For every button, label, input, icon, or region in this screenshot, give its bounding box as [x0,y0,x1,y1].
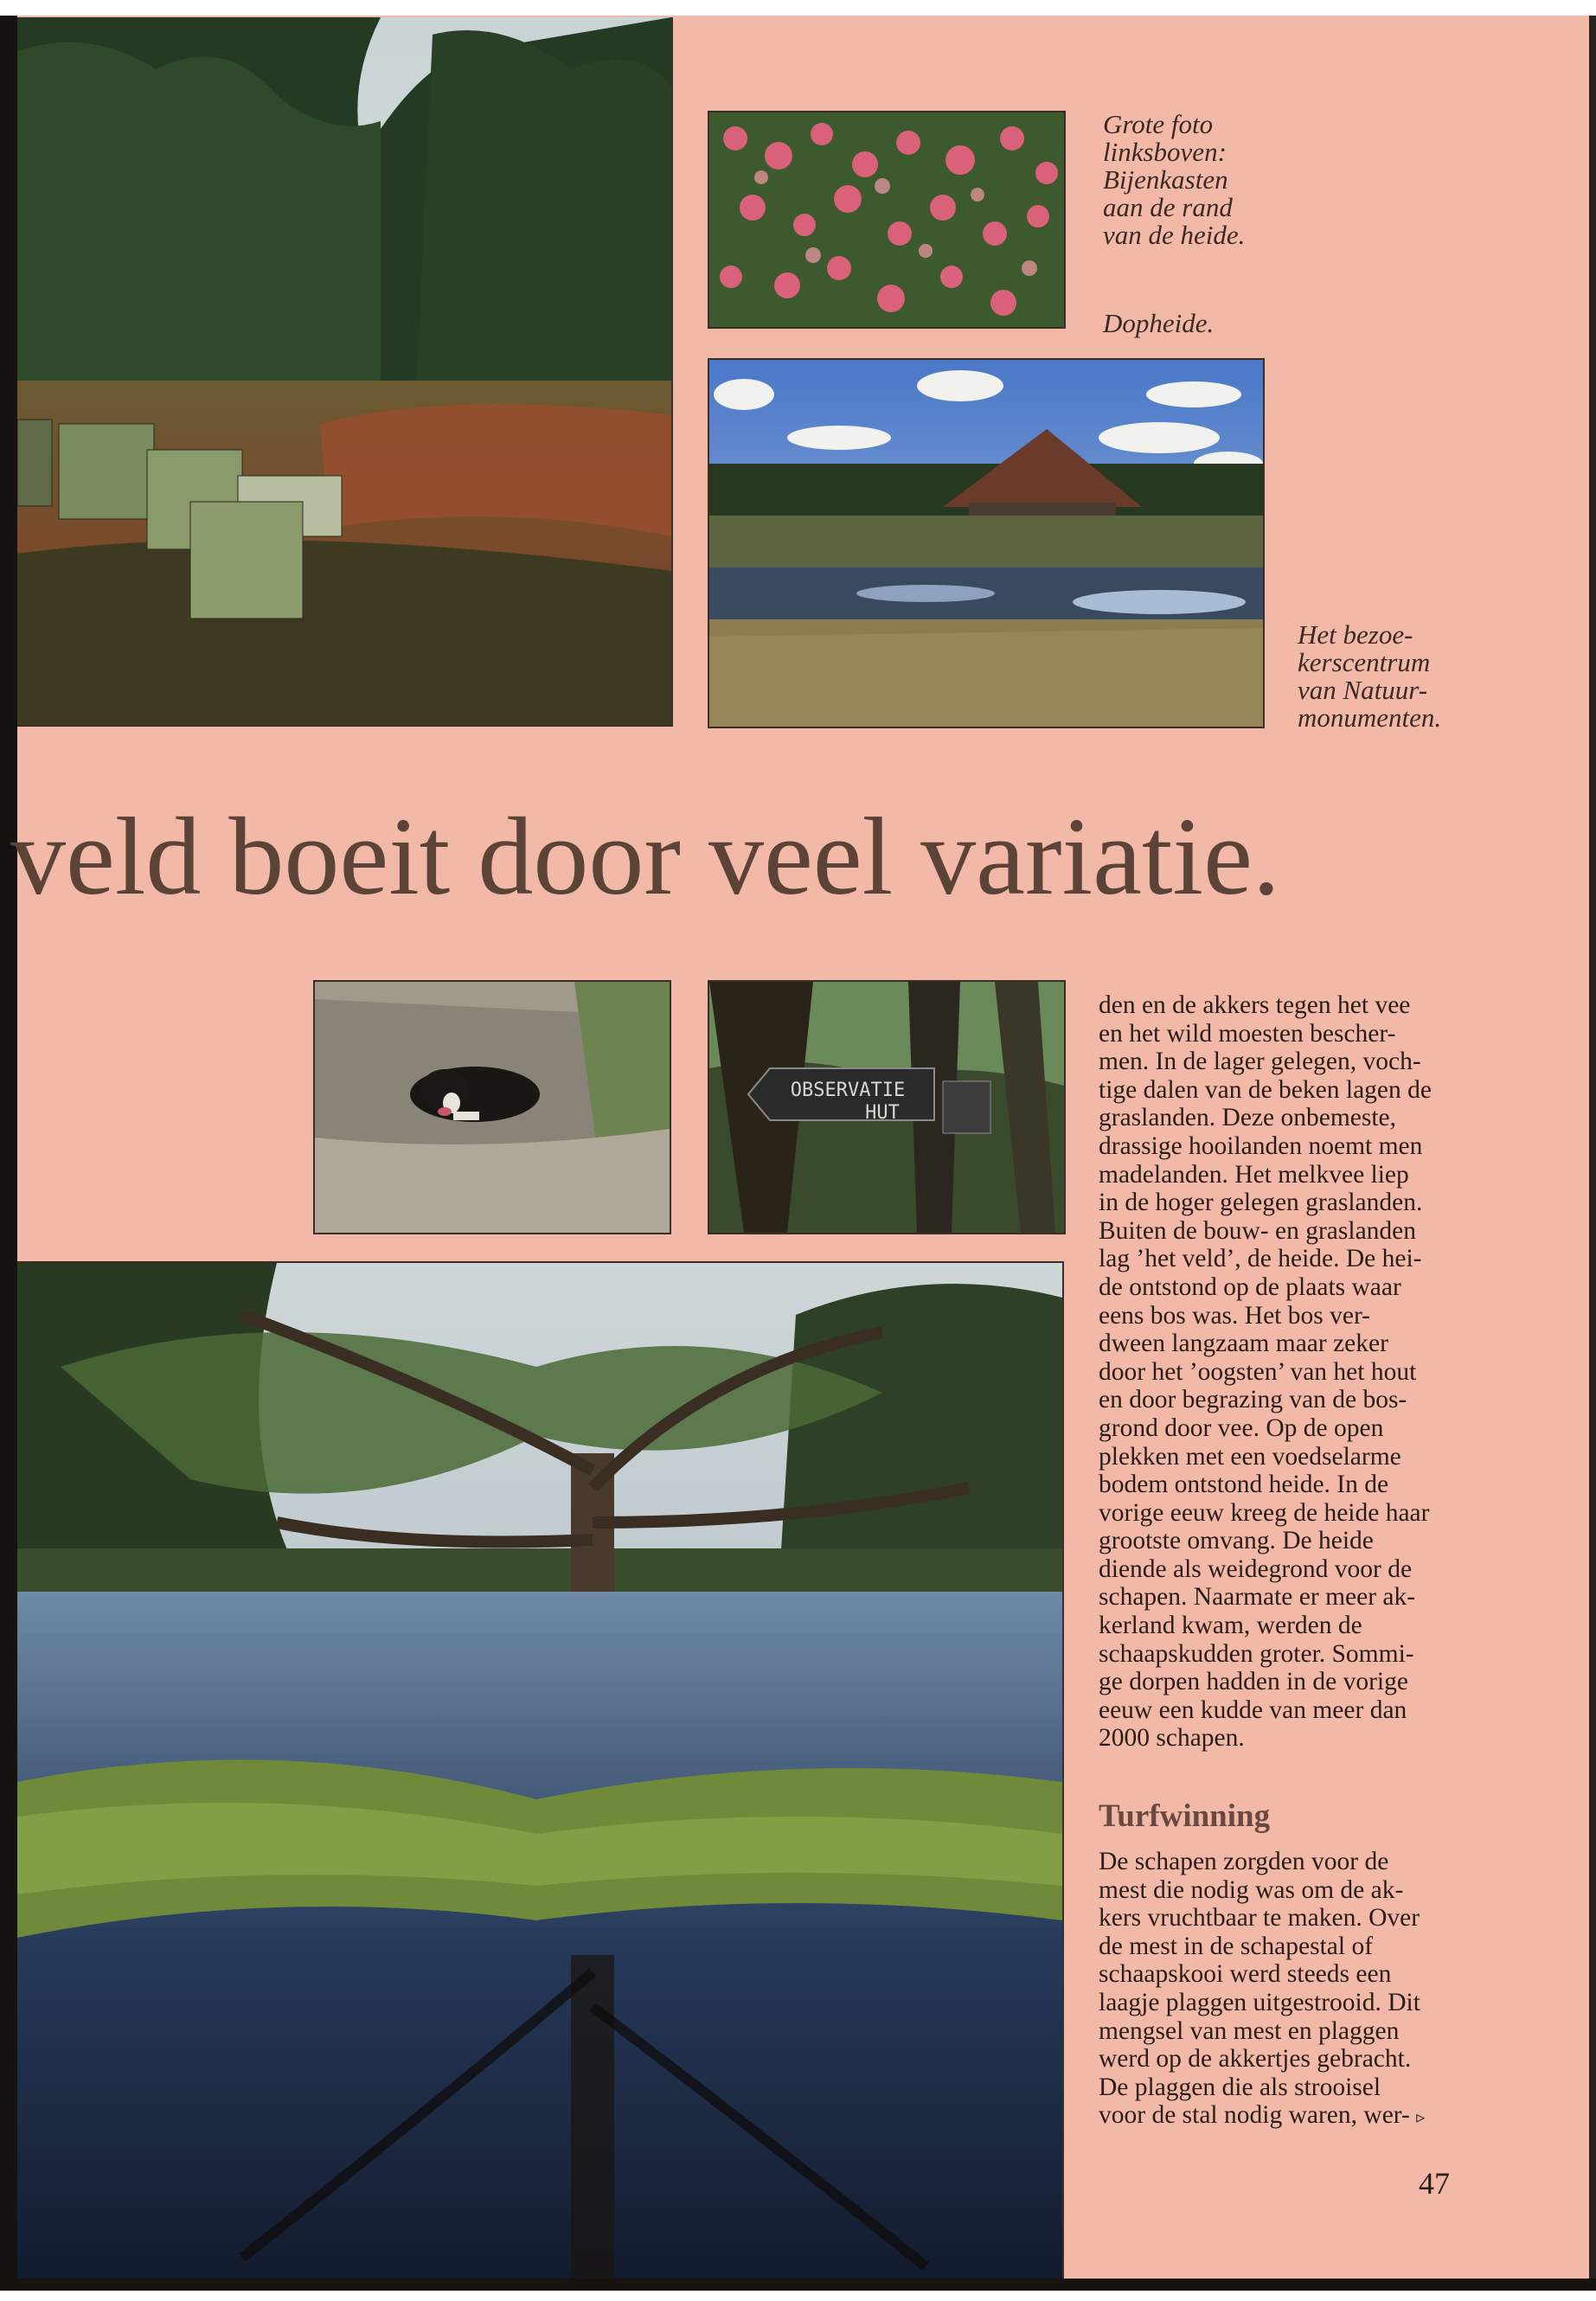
tree-pond-photo [17,1261,1064,2291]
continue-arrow-icon: ▹ [1416,2108,1426,2128]
article-paragraph-1: den en de akkers tegen het vee en het wild moesten bescher- men. In de lager gelegen, voch- tige dalen van de beken lagen de graslanden. Deze onbemeste, drassige hooilanden noemt men madelanden. Het melkvee liep in de hoger gelegen graslanden. Buiten de bouw- en graslanden lag ’het veld’, de heide. De hei- de ontstond op de plaats waar eens bos was. Het bos ver- dween langzaam maar zeker door het ’oogsten’ van het hout en door begrazing van de bos- grond door vee. Op de open plekken met een voedselarme bodem ontstond heide. In de vorige eeuw kreeg de heide haar grootste omvang. De heide diende als weidegrond voor de schapen. Naarmate er meer ak- kerland kwam, werden de schaapskudden groter. Sommi- ge dorpen hadden in de vorige eeuw een kudde van meer dan 2000 schapen. [1099,991,1432,1753]
article-subhead: Turfwinning [1099,1798,1271,1834]
caption-beehives: Grote foto linksboven: Bijenkasten aan de rand van de heide. [1103,109,1246,250]
magazine-page [0,16,1596,2291]
visitor-center-photo [708,358,1265,728]
sign-text-line2: HUT [865,1102,900,1124]
headline: veld boeit door veel variatie. [10,795,1280,918]
beehives-photo-image [17,17,671,725]
observation-hut-sign-image [709,982,1064,1233]
caption-heath-flowers: Dopheide. [1103,308,1215,338]
page-left-edge [0,16,17,2291]
caption-visitor-center: Het bezoe- kerscentrum van Natuur- monumenten. [1298,619,1442,733]
sign-text-line1: OBSERVATIE [790,1080,906,1101]
visitor-center-image [709,360,1263,727]
page-right-edge [1589,16,1596,2291]
page-number: 47 [1419,2166,1450,2201]
page-bottom-edge [0,2279,1596,2291]
article-paragraph-2-text: De schapen zorgden voor de mest die nodig was om de ak- kers vruchtbaar te maken. Over de mest in de schapestal of schaapskooi werd steeds een laagje plaggen uitgestrooid. Dit mengsel van mest en plaggen werd op de akkertjes gebracht. De plaggen die als strooisel voor de stal nodig waren, wer- [1099,1848,1420,2130]
tree-pond-image [17,1263,1062,2291]
observation-hut-sign-photo [708,980,1066,1234]
dog-photo [313,980,671,1234]
article-paragraph-2 [1099,1848,1462,2132]
beehives-photo [17,17,673,727]
heather-flowers-image [709,112,1064,327]
dog-photo-image [315,982,670,1233]
heather-flowers-photo [708,111,1066,329]
